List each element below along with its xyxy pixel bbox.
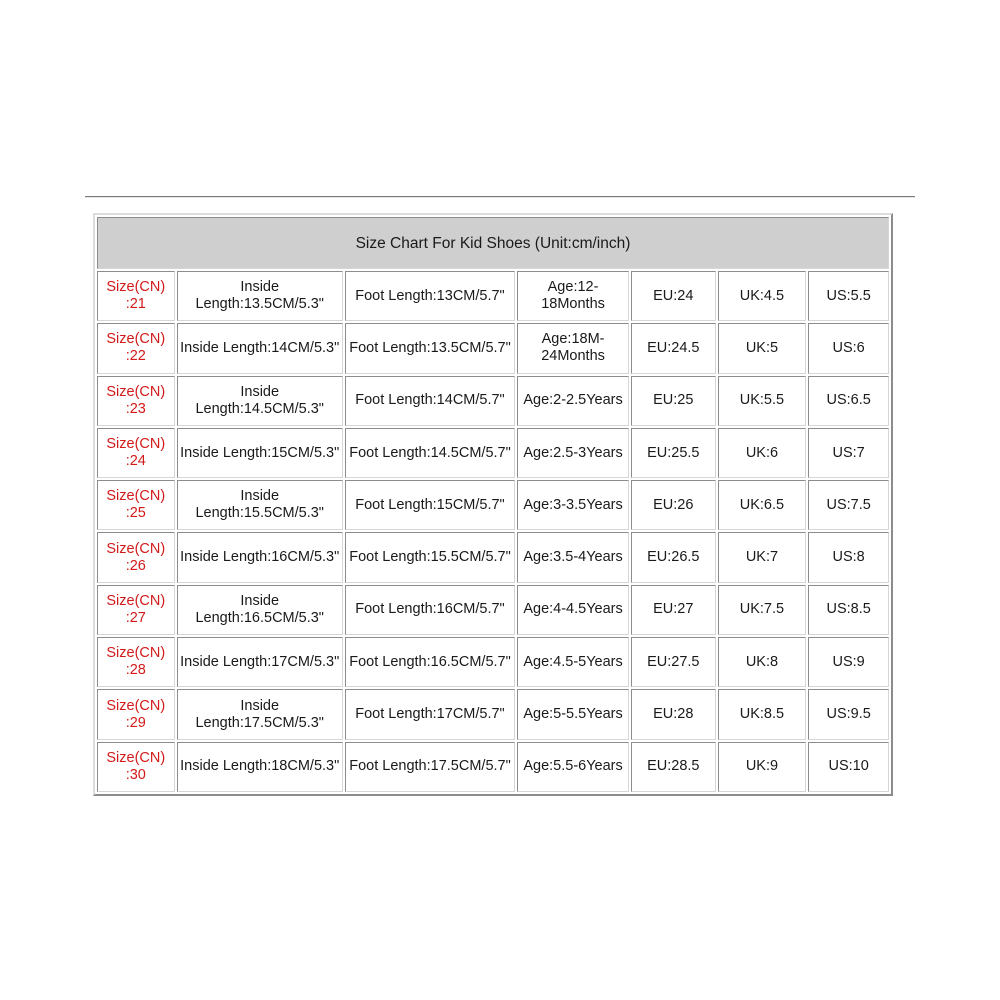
us-size-cell: US:7.5 — [808, 480, 889, 530]
table-row — [97, 532, 889, 582]
age-cell: Age:4-4.5Years — [517, 585, 629, 635]
size-chart — [93, 213, 893, 796]
us-size-cell: US:7 — [808, 428, 889, 478]
table-row — [97, 271, 889, 321]
foot-length-cell: Foot Length:15CM/5.7" — [345, 480, 515, 530]
uk-size-cell: UK:7.5 — [718, 585, 807, 635]
age-cell: Age:3-3.5Years — [517, 480, 629, 530]
eu-size-cell: EU:27.5 — [631, 637, 716, 687]
uk-size-cell: UK:8.5 — [718, 689, 807, 739]
eu-size-cell: EU:28.5 — [631, 742, 716, 792]
us-size-cell: US:9 — [808, 637, 889, 687]
age-cell: Age:2-2.5Years — [517, 376, 629, 426]
size-cn-cell: Size(CN) :23 — [97, 376, 175, 426]
age-cell: Age:5.5-6Years — [517, 742, 629, 792]
size-cn-cell: Size(CN) :24 — [97, 428, 175, 478]
inside-length-cell: Inside Length:15.5CM/5.3" — [177, 480, 343, 530]
foot-length-cell: Foot Length:14.5CM/5.7" — [345, 428, 515, 478]
foot-length-cell: Foot Length:15.5CM/5.7" — [345, 532, 515, 582]
inside-length-cell: Inside Length:17.5CM/5.3" — [177, 689, 343, 739]
us-size-cell: US:8 — [808, 532, 889, 582]
size-cn-cell: Size(CN) :22 — [97, 323, 175, 373]
inside-length-cell: Inside Length:18CM/5.3" — [177, 742, 343, 792]
foot-length-cell: Foot Length:13CM/5.7" — [345, 271, 515, 321]
table-row — [97, 428, 889, 478]
uk-size-cell: UK:4.5 — [718, 271, 807, 321]
size-cn-cell: Size(CN) :28 — [97, 637, 175, 687]
age-cell: Age:3.5-4Years — [517, 532, 629, 582]
age-cell: Age:4.5-5Years — [517, 637, 629, 687]
age-cell: Age:12- 18Months — [517, 271, 629, 321]
table-row — [97, 376, 889, 426]
horizontal-divider — [85, 196, 915, 198]
title-row — [97, 217, 889, 269]
eu-size-cell: EU:25 — [631, 376, 716, 426]
uk-size-cell: UK:8 — [718, 637, 807, 687]
table-row — [97, 323, 889, 373]
table-title: Size Chart For Kid Shoes (Unit:cm/inch) — [97, 217, 889, 269]
size-cn-cell: Size(CN) :26 — [97, 532, 175, 582]
foot-length-cell: Foot Length:16CM/5.7" — [345, 585, 515, 635]
table-row — [97, 637, 889, 687]
size-cn-cell: Size(CN) :21 — [97, 271, 175, 321]
uk-size-cell: UK:7 — [718, 532, 807, 582]
uk-size-cell: UK:9 — [718, 742, 807, 792]
inside-length-cell: Inside Length:14CM/5.3" — [177, 323, 343, 373]
inside-length-cell: Inside Length:13.5CM/5.3" — [177, 271, 343, 321]
us-size-cell: US:6.5 — [808, 376, 889, 426]
size-cn-cell: Size(CN) :25 — [97, 480, 175, 530]
us-size-cell: US:8.5 — [808, 585, 889, 635]
eu-size-cell: EU:26.5 — [631, 532, 716, 582]
table-row — [97, 585, 889, 635]
size-cn-cell: Size(CN) :29 — [97, 689, 175, 739]
foot-length-cell: Foot Length:17CM/5.7" — [345, 689, 515, 739]
size-chart-table — [95, 215, 891, 794]
inside-length-cell: Inside Length:16CM/5.3" — [177, 532, 343, 582]
foot-length-cell: Foot Length:14CM/5.7" — [345, 376, 515, 426]
uk-size-cell: UK:6.5 — [718, 480, 807, 530]
uk-size-cell: UK:5 — [718, 323, 807, 373]
age-cell: Age:18M- 24Months — [517, 323, 629, 373]
eu-size-cell: EU:24 — [631, 271, 716, 321]
us-size-cell: US:10 — [808, 742, 889, 792]
table-row — [97, 742, 889, 792]
inside-length-cell: Inside Length:17CM/5.3" — [177, 637, 343, 687]
inside-length-cell: Inside Length:16.5CM/5.3" — [177, 585, 343, 635]
eu-size-cell: EU:28 — [631, 689, 716, 739]
size-cn-cell: Size(CN) :27 — [97, 585, 175, 635]
foot-length-cell: Foot Length:13.5CM/5.7" — [345, 323, 515, 373]
eu-size-cell: EU:27 — [631, 585, 716, 635]
inside-length-cell: Inside Length:15CM/5.3" — [177, 428, 343, 478]
uk-size-cell: UK:6 — [718, 428, 807, 478]
age-cell: Age:2.5-3Years — [517, 428, 629, 478]
eu-size-cell: EU:26 — [631, 480, 716, 530]
us-size-cell: US:6 — [808, 323, 889, 373]
table-row — [97, 480, 889, 530]
us-size-cell: US:9.5 — [808, 689, 889, 739]
size-cn-cell: Size(CN) :30 — [97, 742, 175, 792]
foot-length-cell: Foot Length:17.5CM/5.7" — [345, 742, 515, 792]
inside-length-cell: Inside Length:14.5CM/5.3" — [177, 376, 343, 426]
eu-size-cell: EU:24.5 — [631, 323, 716, 373]
foot-length-cell: Foot Length:16.5CM/5.7" — [345, 637, 515, 687]
eu-size-cell: EU:25.5 — [631, 428, 716, 478]
table-row — [97, 689, 889, 739]
age-cell: Age:5-5.5Years — [517, 689, 629, 739]
us-size-cell: US:5.5 — [808, 271, 889, 321]
uk-size-cell: UK:5.5 — [718, 376, 807, 426]
